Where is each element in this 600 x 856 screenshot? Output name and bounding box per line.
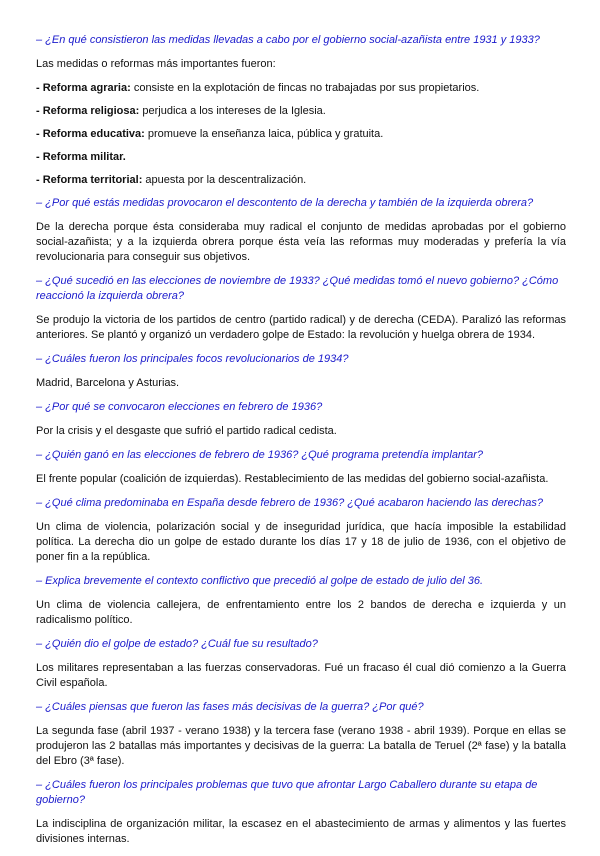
answer: Madrid, Barcelona y Asturias. [36, 377, 180, 389]
question: – ¿Qué clima predominaba en España desde febrero de 1936? ¿Qué acabaron haciendo las derechas? [36, 497, 543, 509]
question: – ¿En qué consistieron las medidas llevadas a cabo por el gobierno social-azañista entre 1931 y 1933? [36, 34, 540, 46]
reform-item [36, 127, 566, 142]
reform-item-text: consiste en la explotación de fincas no trabajadas por sus propietarios. [130, 82, 480, 94]
question: – ¿Quién ganó en las elecciones de febrero de 1936? ¿Qué programa pretendía implantar? [36, 449, 484, 461]
answer: Se produjo la victoria de los partidos de centro (partido radical) y de derecha (CEDA). Paralizó las reformas anteriores. Se plantó y organizó un verdadero golpe de Estado: la revolución y huelga obrera de 1934. [36, 314, 566, 341]
question: – ¿Por qué se convocaron elecciones en febrero de 1936? [36, 401, 323, 413]
reform-item-text: promueve la enseñanza laica, pública y gratuita. [144, 128, 384, 140]
answer: La indisciplina de organización militar, la escasez en el abastecimiento de armas y alimentos y las fuertes divisiones internas. [36, 818, 566, 845]
answer: La segunda fase (abril 1937 - verano 1938) y la tercera fase (verano 1938 - abril 1939). Porque en ellas se produjeron las 2 batallas más importantes y decisivas de la guerra: La batalla de Teruel (2ª fase) y la batalla del Ebro (3ª fase). [36, 725, 566, 767]
reform-item-title: - Reforma militar. [36, 151, 126, 163]
answer: Un clima de violencia, polarización social y de inseguridad jurídica, que hacía imposible la estabilidad política. La derecha dio un golpe de estado durante los días 17 y 18 de julio de 1936, con el objetivo de poner fin a la república. [36, 521, 566, 563]
answer: De la derecha porque ésta consideraba muy radical el conjunto de medidas aprobadas por el gobierno social-azañista; y a la izquierda obrera porque ésta veía las reformas muy moderadas y prefería la vía revolucionaria para conseguir sus objetivos. [36, 221, 566, 263]
answer: Los militares representaban a las fuerzas conservadoras. Fué un fracaso él cual dió comienzo a la Guerra Civil española. [36, 662, 566, 689]
question: – ¿Cuáles fueron los principales focos revolucionarios de 1934? [36, 353, 349, 365]
answer: Un clima de violencia callejera, de enfrentamiento entre los 2 bandos de derecha e izquierda y un radicalismo político. [36, 599, 566, 626]
document-body [36, 33, 566, 856]
question: – ¿Cuáles piensas que fueron las fases más decisivas de la guerra? ¿Por qué? [36, 701, 424, 713]
reform-item [36, 173, 566, 188]
reform-item [36, 104, 566, 119]
answer: Las medidas o reformas más importantes fueron: [36, 58, 276, 70]
question: – ¿Cuáles fueron los principales problemas que tuvo que afrontar Largo Caballero durante su etapa de gobierno? [36, 779, 538, 806]
question: – ¿Por qué estás medidas provocaron el descontento de la derecha y también de la izquierda obrera? [36, 197, 534, 209]
question: – ¿Quién dio el golpe de estado? ¿Cuál fue su resultado? [36, 638, 318, 650]
reform-item-title: - Reforma agraria: [36, 82, 131, 94]
answer: Por la crisis y el desgaste que sufrió el partido radical cedista. [36, 425, 337, 437]
reform-item-title: - Reforma territorial: [36, 174, 143, 186]
reform-item-title: - Reforma educativa: [36, 128, 145, 140]
question: – Explica brevemente el contexto conflictivo que precedió al golpe de estado de julio del 36. [36, 575, 484, 587]
reform-item [36, 81, 566, 96]
reform-item-text: apuesta por la descentralización. [142, 174, 307, 186]
answer: El frente popular (coalición de izquierdas). Restablecimiento de las medidas del gobierno social-azañista. [36, 473, 549, 485]
reform-item-title: - Reforma religiosa: [36, 105, 140, 117]
reform-item-text: perjudica a los intereses de la Iglesia. [139, 105, 326, 117]
question: – ¿Qué sucedió en las elecciones de noviembre de 1933? ¿Qué medidas tomó el nuevo gobierno? ¿Cómo reaccionó la izquierda obrera? [36, 275, 559, 302]
reform-item [36, 150, 566, 165]
